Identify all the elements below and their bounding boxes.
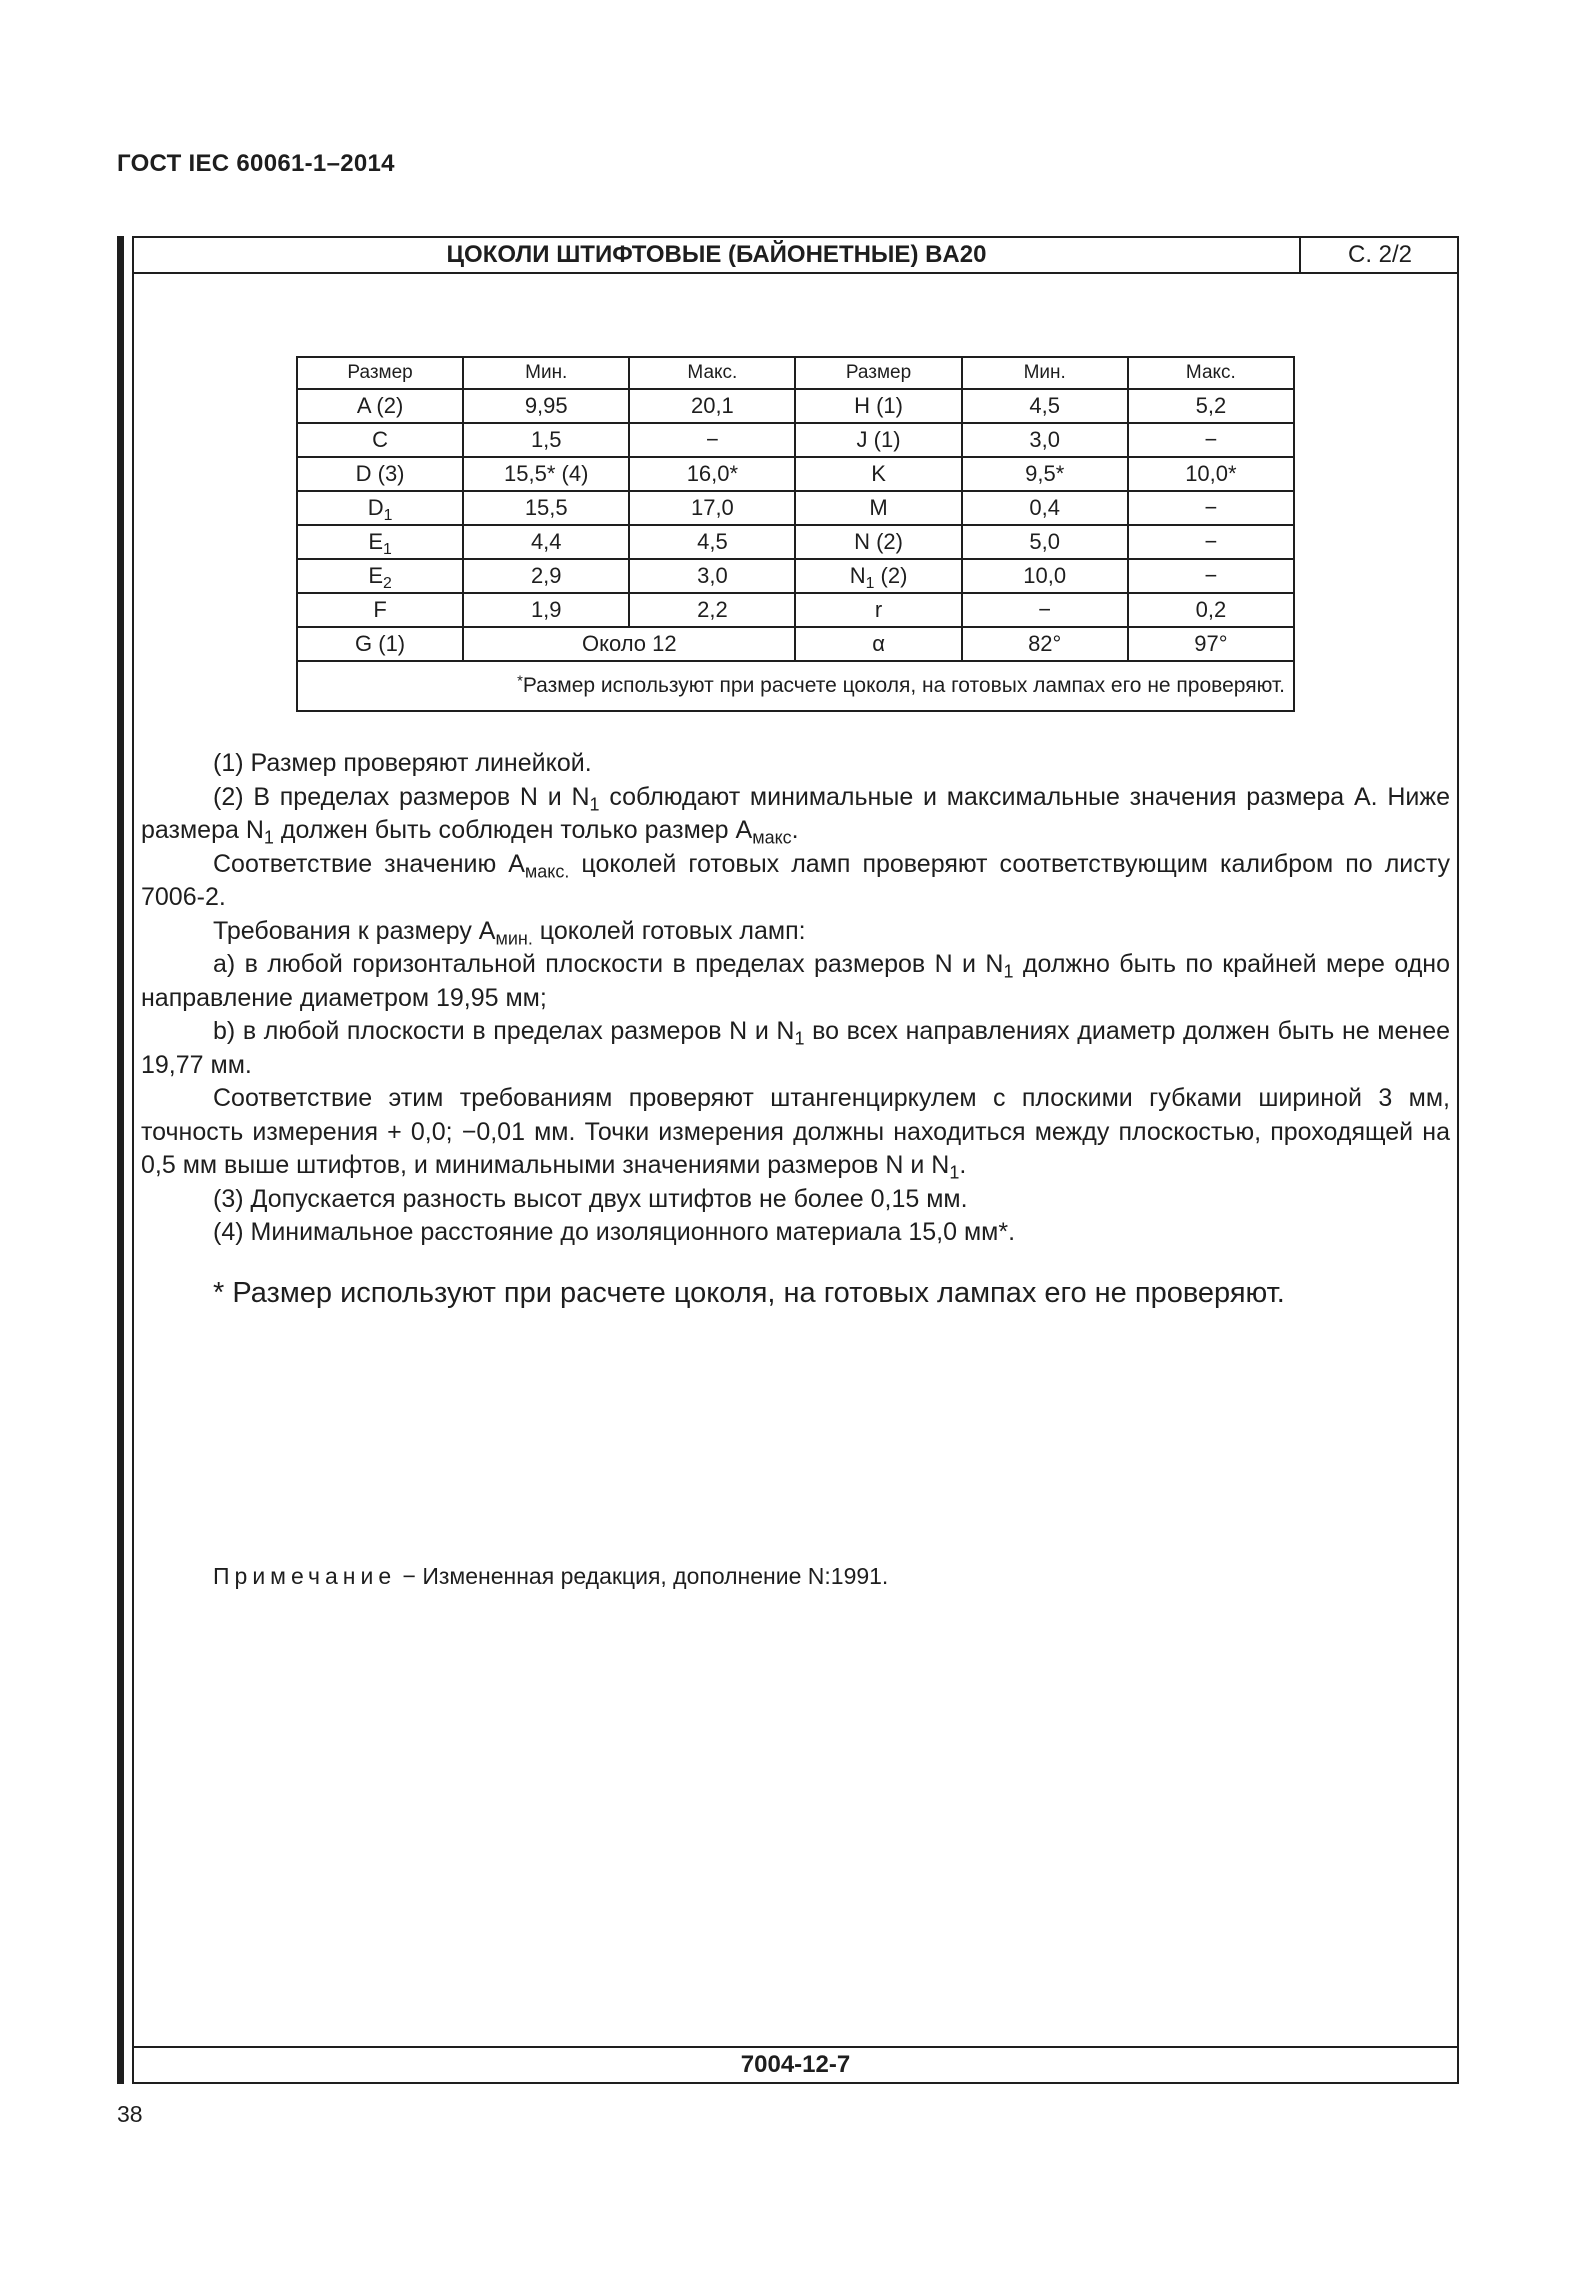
note-measurement: Соответствие этим требованиям проверяют штангенциркулем с плоскими губками шириной 3 мм, точность измерения + 0,0; −0,01 мм. Точки измерения должны находиться между плоскостью, проходящей на 0,5 мм выше штифтов, и минимальными значениями размеров N и $N_1$. [141, 1084, 1450, 1183]
note-2: (2) В пределах размеров N и $N_1$ соблюдают минимальные и максимальные значения размера A. Ниже размера $N_1$ должен быть соблюден только размер $A_{макс}$. [141, 782, 1450, 848]
notes-text [141, 747, 1450, 1250]
max-cell: 20,1 [629, 389, 795, 423]
max-cell: 97° [1128, 627, 1294, 661]
remark-text: − Измененная редакция, дополнение N:1991. [396, 1563, 889, 1589]
table-row [297, 423, 1294, 457]
table-row [297, 525, 1294, 559]
min-cell: 4,5 [962, 389, 1128, 423]
max-cell: 17,0 [629, 491, 795, 525]
dimension-cell: A (2) [297, 389, 463, 423]
star-footnote: * Размер используют при расчете цоколя, на готовых лампах его не проверяют. [213, 1277, 1285, 1309]
min-cell: − [962, 593, 1128, 627]
note-requirements: Требования к размеру $A_{мин.}$ цоколей готовых ламп: [213, 916, 806, 948]
table-row [297, 491, 1294, 525]
dimension-cell: $N_1$ (2) [795, 559, 961, 593]
sheet-header [134, 238, 1457, 274]
min-cell: 82° [962, 627, 1128, 661]
dimension-cell: M [795, 491, 961, 525]
min-cell: 15,5* (4) [463, 457, 629, 491]
sheet-title: ЦОКОЛИ ШТИФТОВЫЕ (БАЙОНЕТНЫЕ) BA20 [446, 241, 987, 268]
table-row [297, 559, 1294, 593]
dimension-cell: N (2) [795, 525, 961, 559]
document-header: ГОСТ IEC 60061-1–2014 [117, 150, 395, 177]
footnote-mark: * [517, 673, 523, 690]
note-4: (4) Минимальное расстояние до изоляционного материала 15,0 мм*. [213, 1218, 1016, 1246]
dimension-cell: $E_1$ [297, 525, 463, 559]
table-row [297, 457, 1294, 491]
min-cell: 3,0 [962, 423, 1128, 457]
max-cell: − [1128, 559, 1294, 593]
note-1: (1) Размер проверяют линейкой. [213, 749, 592, 777]
dimension-cell: C [297, 423, 463, 457]
note-req-b: b) в любой плоскости в пределах размеров N и $N_1$ во всех направлениях диаметр должен быть не менее 19,77 мм. [141, 1017, 1450, 1079]
column-header: Макс. [1128, 357, 1294, 389]
max-cell: 10,0* [1128, 457, 1294, 491]
column-header: Мин. [463, 357, 629, 389]
column-header: Макс. [629, 357, 795, 389]
max-cell: − [629, 423, 795, 457]
dimension-cell: F [297, 593, 463, 627]
min-cell: 5,0 [962, 525, 1128, 559]
remark-label: Примечание [213, 1563, 397, 1589]
dimension-cell: D (3) [297, 457, 463, 491]
note-req-a: a) в любой горизонтальной плоскости в пределах размеров N и $N_1$ должно быть по крайней мере одно направление диаметром 19,95 мм; [141, 950, 1450, 1012]
max-cell: 5,2 [1128, 389, 1294, 423]
column-header: Мин. [962, 357, 1128, 389]
remark [213, 1563, 888, 1590]
dimension-cell: $E_2$ [297, 559, 463, 593]
sheet-footer [134, 2046, 1457, 2082]
min-cell: 10,0 [962, 559, 1128, 593]
note-3: (3) Допускается разность высот двух штифтов не более 0,15 мм. [213, 1184, 968, 1213]
max-cell: 0,2 [1128, 593, 1294, 627]
change-bar [117, 236, 124, 2084]
min-cell: 1,5 [463, 423, 629, 457]
range-cell: Около 12 [463, 627, 795, 661]
footnote-text: Размер используют при расчете цоколя, на готовых лампах его не проверяют. [522, 674, 1285, 697]
sheet-number: 7004-12-7 [740, 2051, 851, 2078]
min-cell: 4,4 [463, 525, 629, 559]
min-cell: 15,5 [463, 491, 629, 525]
table-row [297, 389, 1294, 423]
table-footnote-row [297, 661, 1294, 711]
dimension-cell: K [795, 457, 961, 491]
table-row [297, 593, 1294, 627]
max-cell: 2,2 [629, 593, 795, 627]
column-header: Размер [795, 357, 961, 389]
max-cell: − [1128, 423, 1294, 457]
max-cell: − [1128, 491, 1294, 525]
table-footnote [297, 661, 1294, 711]
dimensions-table [296, 356, 1295, 712]
table-row [297, 627, 1294, 661]
dimension-cell: H (1) [795, 389, 961, 423]
min-cell: 0,4 [962, 491, 1128, 525]
dimension-cell: r [795, 593, 961, 627]
min-cell: 2,9 [463, 559, 629, 593]
max-cell: 4,5 [629, 525, 795, 559]
max-cell: 16,0* [629, 457, 795, 491]
dimension-cell: G (1) [297, 627, 463, 661]
dimension-cell: α [795, 627, 961, 661]
min-cell: 9,5* [962, 457, 1128, 491]
table-header-row [297, 357, 1294, 389]
column-header: Размер [297, 357, 463, 389]
max-cell: 3,0 [629, 559, 795, 593]
sheet-page: С. 2/2 [1299, 238, 1459, 272]
min-cell: 1,9 [463, 593, 629, 627]
dimension-cell: $D_1$ [297, 491, 463, 525]
note-compliance: Соответствие значению $A_{макс.}$ цоколей готовых ламп проверяют соответствующим калибром по листу 7006-2. [141, 849, 1450, 911]
min-cell: 9,95 [463, 389, 629, 423]
page-number: 38 [117, 2101, 143, 2127]
max-cell: − [1128, 525, 1294, 559]
dimension-cell: J (1) [795, 423, 961, 457]
